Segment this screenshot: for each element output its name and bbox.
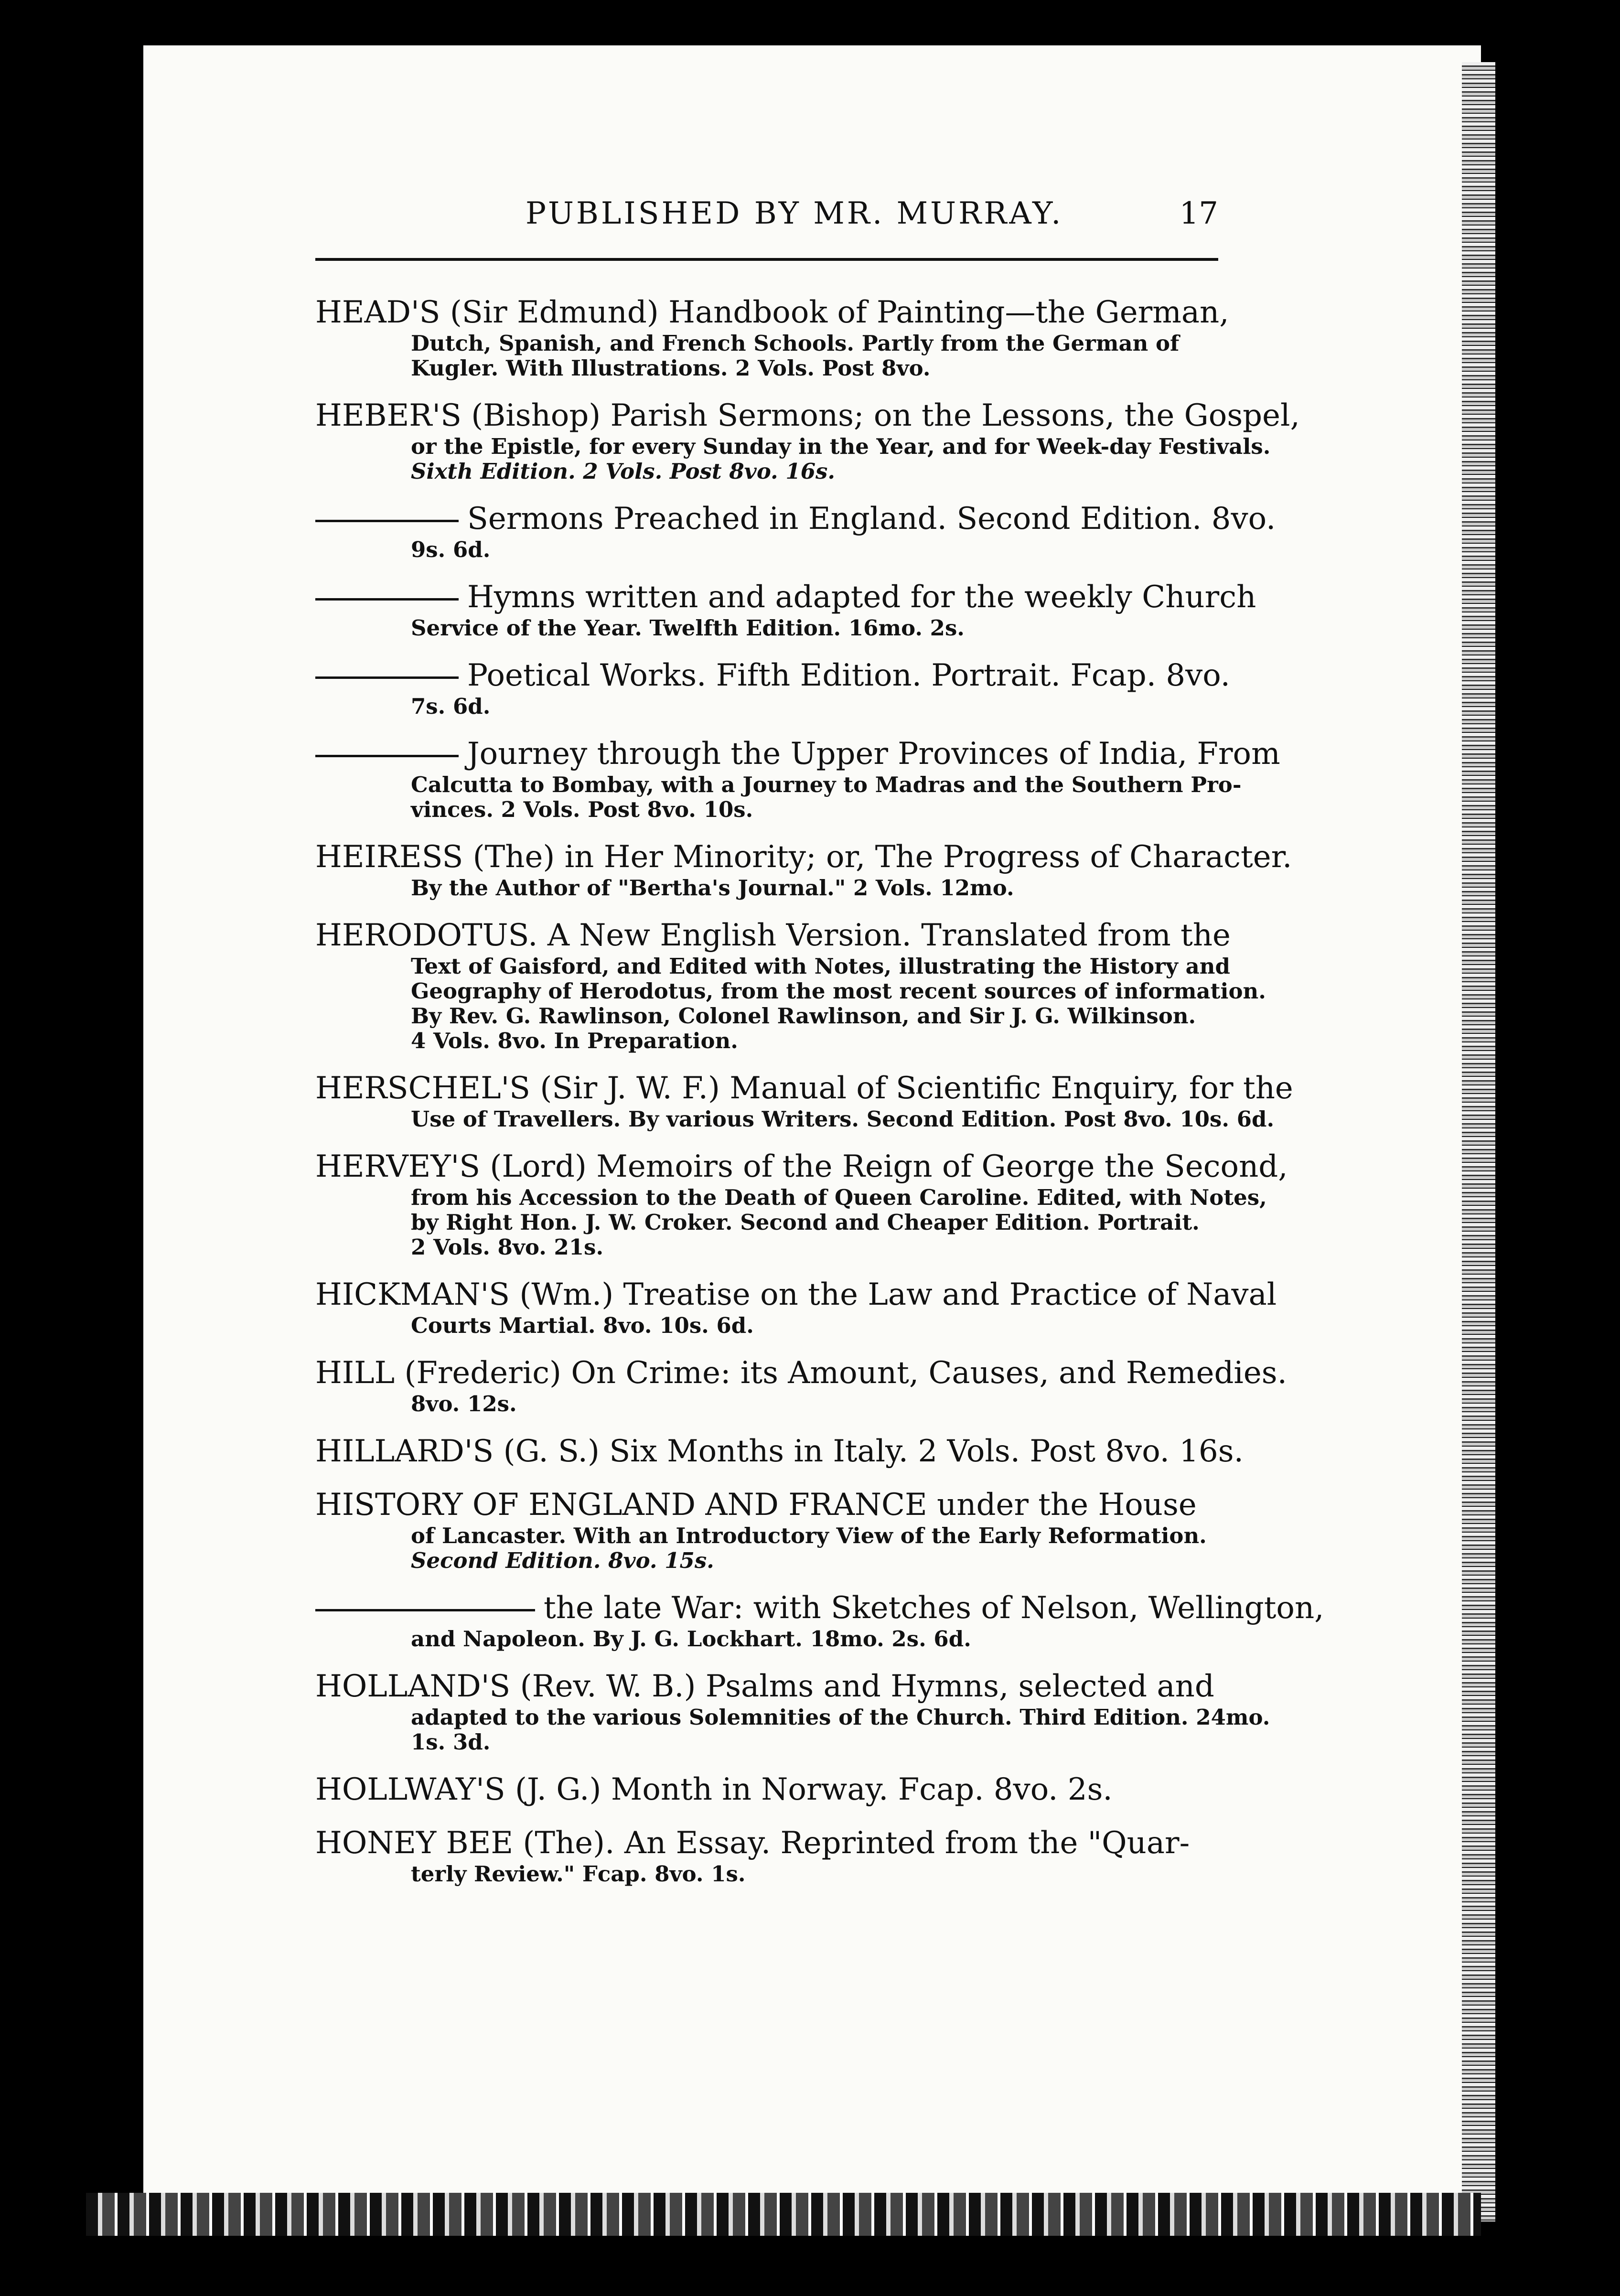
entry-lead: HISTORY OF ENGLAND AND FRANCE under the House [315,1487,1197,1523]
entry-lead: HILLARD'S (G. S.) Six Months in Italy. 2 Vols. Post 8vo. 16s. [315,1434,1244,1469]
entry-detail: Kugler. With Illustrations. 2 Vols. Post 8vo. [411,355,931,381]
entry-detail: 8vo. 12s. [411,1391,517,1416]
entry-detail: of Lancaster. With an Introductory View of the Early Reformation. [411,1523,1207,1548]
entry-detail: vinces. 2 Vols. Post 8vo. 10s. [411,797,753,822]
running-header [315,196,1218,261]
ditto-rule [315,1609,535,1611]
entry-lead: Journey through the Upper Provinces of India, From [467,736,1280,772]
catalogue-entry [315,1771,1237,1808]
entry-lead: HONEY BEE (The). An Essay. Reprinted from the "Quar- [315,1825,1190,1861]
entry-detail: and Napoleon. By J. G. Lockhart. 18mo. 2s. 6d. [411,1626,971,1652]
catalogue-entry [315,1486,1237,1573]
entry-detail: Use of Travellers. By various Writers. Second Edition. Post 8vo. 10s. 6d. [411,1106,1275,1132]
entry-detail: Sixth Edition. 2 Vols. Post 8vo. 16s. [411,459,836,484]
ditto-rule [315,520,459,522]
page-edge-right [1462,62,1495,2221]
entry-lead: HERSCHEL'S (Sir J. W. F.) Manual of Scientific Enquiry, for the [315,1071,1293,1106]
catalogue-entry [315,1668,1270,1755]
catalogue-entry [315,1824,1237,1887]
entry-lead: Hymns written and adapted for the weekly Church [467,579,1256,615]
catalogue-entry [315,500,1276,562]
entry-detail: Calcutta to Bombay, with a Journey to Madras and the Southern Pro- [411,772,1242,797]
entry-detail: Text of Gaisford, and Edited with Notes, illustrating the History and [411,954,1230,979]
entry-detail: By Rev. G. Rawlinson, Colonel Rawlinson, and Sir J. G. Wilkinson. [411,1003,1196,1029]
entry-lead: Poetical Works. Fifth Edition. Portrait. Fcap. 8vo. [467,658,1230,693]
catalogue-entry [315,1589,1324,1652]
entry-lead: HERODOTUS. A New English Version. Translated from the [315,918,1231,953]
ditto-rule [315,755,459,757]
entry-lead: HEBER'S (Bishop) Parish Sermons; on the Lessons, the Gospel, [315,398,1300,433]
catalogue-entry [315,397,1300,484]
page-edge-bottom [86,2193,1481,2236]
catalogue-entry [315,657,1237,719]
catalogue-entry [315,294,1237,381]
entry-detail: Dutch, Spanish, and French Schools. Partly from the German of [411,331,1180,356]
entry-detail: from his Accession to the Death of Queen Caroline. Edited, with Notes, [411,1185,1267,1210]
entry-lead: HEIRESS (The) in Her Minority; or, The Progress of Character. [315,839,1292,875]
entry-lead: Sermons Preached in England. Second Edition. 8vo. [467,501,1276,536]
catalogue-entry [315,917,1266,1053]
catalogue-entry [315,838,1292,901]
entry-lead: HERVEY'S (Lord) Memoirs of the Reign of George the Second, [315,1149,1288,1184]
page-number: 17 [1179,196,1218,231]
entry-detail: 4 Vols. 8vo. In Preparation. [411,1028,738,1053]
entry-detail: or the Epistle, for every Sunday in the Year, and for Week-day Festivals. [411,434,1271,459]
entry-lead: HICKMAN'S (Wm.) Treatise on the Law and Practice of Naval [315,1277,1277,1312]
entry-detail: Service of the Year. Twelfth Edition. 16mo. 2s. [411,615,965,641]
entry-lead: HOLLAND'S (Rev. W. B.) Psalms and Hymns, selected and [315,1669,1214,1704]
catalogue-entry [315,1276,1277,1338]
ditto-rule [315,598,459,601]
entry-detail: adapted to the various Solemnities of the Church. Third Edition. 24mo. [411,1705,1270,1730]
entry-lead: HOLLWAY'S (J. G.) Month in Norway. Fcap. 8vo. 2s. [315,1772,1113,1807]
entry-detail: 7s. 6d. [411,694,491,719]
entry-detail: 2 Vols. 8vo. 21s. [411,1234,604,1260]
catalogue-entry [315,1354,1287,1416]
ditto-rule [315,676,459,679]
catalogue-entries [315,294,1324,1903]
running-title: PUBLISHED BY MR. MURRAY. [526,196,1063,231]
entry-lead: HILL (Frederic) On Crime: its Amount, Causes, and Remedies. [315,1355,1287,1391]
entry-detail: Second Edition. 8vo. 15s. [411,1548,714,1573]
entry-detail: By the Author of "Bertha's Journal." 2 Vols. 12mo. [411,875,1014,901]
catalogue-entry [315,735,1280,822]
entry-lead: HEAD'S (Sir Edmund) Handbook of Painting—the German, [315,295,1229,330]
entry-detail: Geography of Herodotus, from the most recent sources of information. [411,978,1266,1004]
entry-lead: the late War: with Sketches of Nelson, Wellington, [544,1590,1324,1626]
entry-detail: 9s. 6d. [411,537,491,562]
catalogue-entry [315,1148,1288,1260]
entry-detail: Courts Martial. 8vo. 10s. 6d. [411,1313,754,1338]
entry-detail: by Right Hon. J. W. Croker. Second and Cheaper Edition. Portrait. [411,1210,1200,1235]
entry-detail: 1s. 3d. [411,1729,491,1755]
catalogue-entry [315,579,1256,641]
catalogue-entry [315,1433,1244,1470]
entry-detail: terly Review." Fcap. 8vo. 1s. [411,1861,746,1887]
catalogue-entry [315,1070,1293,1132]
